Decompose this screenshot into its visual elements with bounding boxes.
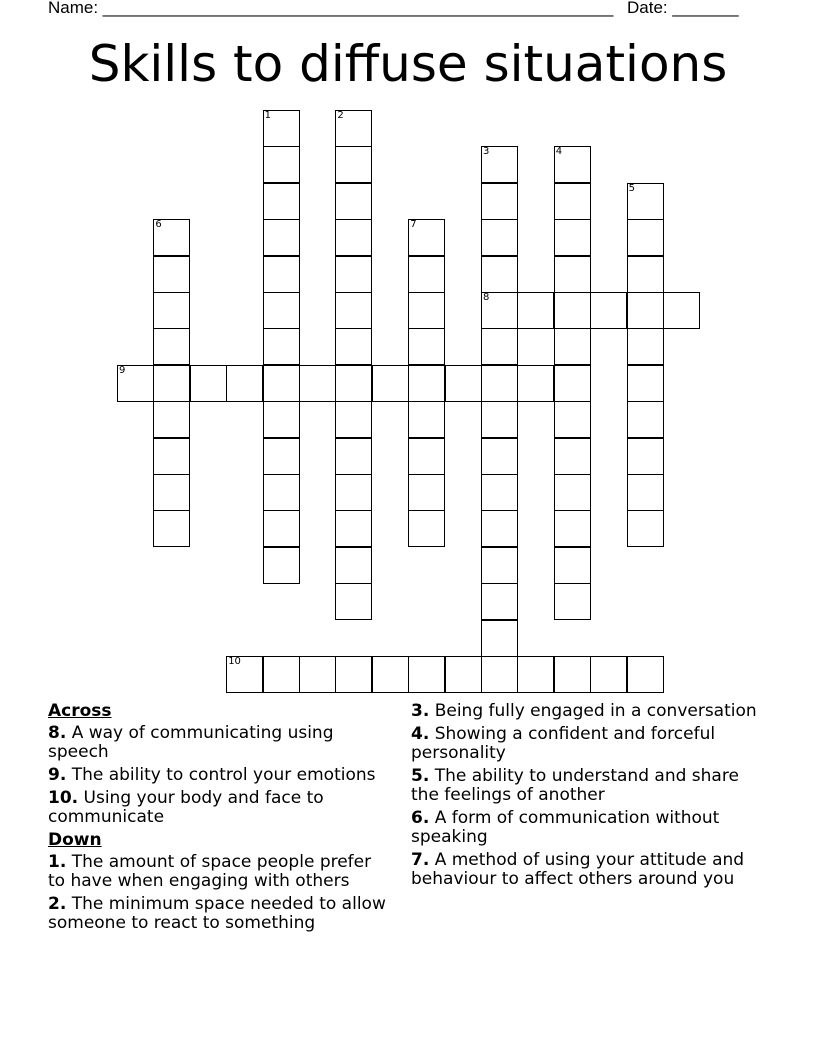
grid-cell[interactable] [263,401,300,438]
clue-text: A way of communicating using speech [48,723,334,762]
grid-cell[interactable] [335,292,372,329]
clue-number-label: 5 [628,182,635,194]
grid-cell[interactable] [408,401,445,438]
grid-cell[interactable] [263,547,300,584]
grid-cell[interactable] [627,183,664,220]
across-heading: Across [48,701,112,721]
grid-cell[interactable] [481,620,518,657]
grid-cell[interactable] [372,656,409,693]
clue-number: 1. [48,852,67,872]
clue-across-10 [48,789,393,827]
grid-cell[interactable] [481,365,518,402]
clue-text: A method of using your attitude and behaviour to affect others around you [411,850,745,889]
clue-number-label: 3 [483,146,490,158]
grid-cell[interactable] [335,110,372,147]
grid-cell[interactable] [263,365,300,402]
grid-cell[interactable] [517,292,554,329]
grid-cell[interactable] [627,438,664,475]
grid-cell[interactable] [408,474,445,511]
grid-cell[interactable] [627,401,664,438]
date-field-label[interactable]: Date: _______ [627,0,739,17]
clue-text: The minimum space needed to allow someone to react to something [48,894,386,933]
grid-cell[interactable] [554,401,591,438]
grid-cell[interactable] [263,474,300,511]
clue-number: 8. [48,723,67,743]
clue-number-label: 8 [483,292,490,303]
clue-down-4 [411,725,761,763]
clue-across-8 [48,724,393,762]
grid-cell[interactable] [445,656,482,693]
clue-number: 3. [411,701,430,721]
grid-cell[interactable] [554,583,591,620]
clue-down-5 [411,767,761,805]
grid-cell[interactable] [299,365,336,402]
grid-cell[interactable] [263,328,300,365]
grid-cell[interactable] [335,328,372,365]
clue-number: 7. [411,850,430,870]
clue-number-label: 7 [410,219,417,231]
grid-cell[interactable] [335,146,372,183]
grid-cell[interactable] [408,656,445,693]
grid-cell[interactable] [408,256,445,293]
clue-down-1 [48,853,393,891]
grid-cell[interactable] [263,438,300,475]
clue-number: 5. [411,766,430,786]
grid-cell[interactable] [335,547,372,584]
grid-cell[interactable] [445,365,482,402]
grid-cell[interactable] [263,146,300,183]
grid-cell[interactable] [481,438,518,475]
grid-cell[interactable] [263,183,300,220]
name-field-label[interactable]: Name: ______________________________________________________ [48,0,614,17]
grid-cell[interactable] [554,183,591,220]
clue-number-label: 9 [119,364,126,376]
grid-cell[interactable] [408,292,445,329]
grid-cell[interactable] [335,510,372,547]
grid-cell[interactable] [299,656,336,693]
grid-cell[interactable] [335,438,372,475]
grid-cell[interactable] [408,510,445,547]
grid-cell[interactable] [335,656,372,693]
clue-down-6 [411,809,761,847]
grid-cell[interactable] [263,219,300,256]
grid-cell[interactable] [153,438,190,475]
grid-cell[interactable] [263,510,300,547]
clue-text: Being fully engaged in a conversation [434,701,757,721]
clue-down-3 [411,702,761,721]
grid-cell[interactable] [627,256,664,293]
clue-number-label: 1 [264,110,271,121]
grid-cell[interactable] [481,292,518,329]
grid-cell[interactable] [554,146,591,183]
clue-number-label: 10 [228,656,241,667]
clues-left-column [48,702,393,937]
grid-cell[interactable] [335,365,372,402]
grid-cell[interactable] [627,328,664,365]
clue-text: Using your body and face to communicate [48,788,324,827]
grid-cell[interactable] [554,256,591,293]
grid-cell[interactable] [153,256,190,293]
grid-cell[interactable] [408,438,445,475]
clue-number: 9. [48,765,67,785]
grid-cell[interactable] [627,656,664,693]
grid-cell[interactable] [554,656,591,693]
grid-cell[interactable] [481,256,518,293]
grid-cell[interactable] [153,510,190,547]
grid-cell[interactable] [481,183,518,220]
page-title: Skills to diffuse situations [88,35,728,93]
grid-cell[interactable] [481,146,518,183]
grid-cell[interactable] [263,256,300,293]
clue-number: 10. [48,788,79,808]
clue-number: 4. [411,724,430,744]
grid-cell[interactable] [153,474,190,511]
clue-number: 2. [48,894,67,914]
grid-cell[interactable] [554,438,591,475]
grid-cell[interactable] [335,219,372,256]
grid-cell[interactable] [627,474,664,511]
grid-cell[interactable] [517,656,554,693]
grid-cell[interactable] [554,474,591,511]
grid-cell[interactable] [263,292,300,329]
grid-cell[interactable] [408,219,445,256]
down-heading: Down [48,830,102,850]
grid-cell[interactable] [372,365,409,402]
grid-cell[interactable] [263,110,300,147]
grid-cell[interactable] [554,365,591,402]
grid-cell[interactable] [481,583,518,620]
clue-text: The ability to control your emotions [71,765,376,785]
grid-cell[interactable] [481,401,518,438]
grid-cell[interactable] [481,547,518,584]
clue-number-label: 2 [337,110,344,121]
grid-cell[interactable] [481,474,518,511]
grid-cell[interactable] [226,656,263,693]
grid-cell[interactable] [627,510,664,547]
clue-number-label: 4 [555,146,563,158]
grid-cell[interactable] [335,583,372,620]
grid-cell[interactable] [153,292,190,329]
grid-cell[interactable] [263,656,300,693]
grid-cell[interactable] [335,474,372,511]
grid-cell[interactable] [554,547,591,584]
clues-right-column [411,702,761,893]
grid-cell[interactable] [408,365,445,402]
grid-cell[interactable] [554,219,591,256]
clue-across-9 [48,766,393,785]
grid-cell[interactable] [627,219,664,256]
grid-cell[interactable] [554,328,591,365]
grid-cell[interactable] [590,656,627,693]
grid-cell[interactable] [554,510,591,547]
grid-cell[interactable] [481,510,518,547]
grid-cell[interactable] [335,183,372,220]
grid-cell[interactable] [153,401,190,438]
clue-text: The amount of space people prefer to have when engaging with others [48,852,372,891]
grid-cell[interactable] [226,365,263,402]
grid-cell[interactable] [554,292,591,329]
grid-cell[interactable] [335,401,372,438]
clue-down-2 [48,895,393,933]
grid-cell[interactable] [153,219,190,256]
clue-text: The ability to understand and share the feelings of another [411,766,739,805]
grid-cell[interactable] [335,256,372,293]
clue-text: A form of communication without speaking [411,808,720,847]
clue-number-label: 6 [155,219,162,231]
grid-cell[interactable] [153,328,190,365]
grid-cell[interactable] [408,328,445,365]
grid-cell[interactable] [190,365,227,402]
grid-cell[interactable] [153,365,190,402]
clue-down-7 [411,851,761,889]
grid-cell[interactable] [481,656,518,693]
grid-cell[interactable] [590,292,627,329]
grid-cell[interactable] [627,365,664,402]
clue-text: Showing a confident and forceful personality [411,724,716,763]
grid-cell[interactable] [481,219,518,256]
grid-cell[interactable] [481,328,518,365]
grid-cell[interactable] [663,292,700,329]
grid-cell[interactable] [117,365,154,402]
grid-cell[interactable] [627,292,664,329]
clue-number: 6. [411,808,430,828]
grid-cell[interactable] [517,365,554,402]
